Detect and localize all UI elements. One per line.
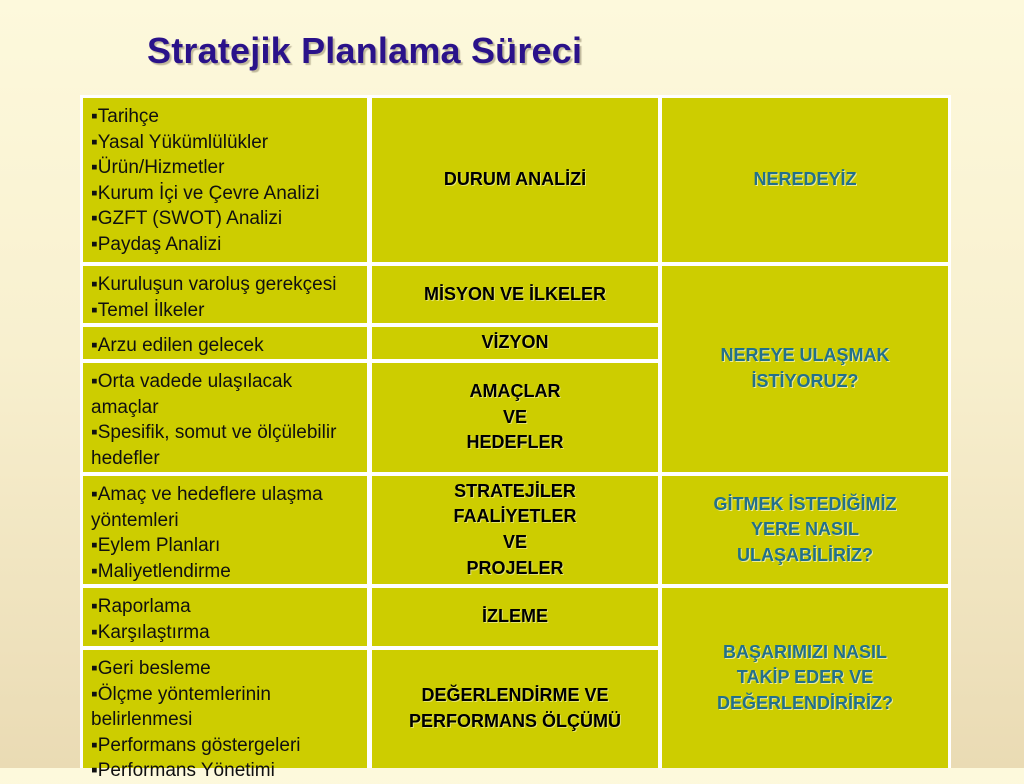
question-label: GİTMEK İSTEDİĞİMİZ <box>713 493 897 514</box>
stage-cell-evaluation <box>372 650 658 768</box>
detail-item: ▪Performans göstergeleri <box>91 734 301 756</box>
question-label: İSTİYORUZ? <box>751 371 859 391</box>
question-label: YERE NASIL <box>750 519 860 540</box>
detail-item: ▪Paydaş Analizi <box>91 233 222 255</box>
stage-cell-situation <box>372 98 658 262</box>
detail-item: ▪Ölçme yöntemlerinin belirlenmesi <box>91 683 271 731</box>
detail-item: ▪Maliyetlendirme <box>91 560 231 582</box>
details-cell-evaluation <box>83 650 367 782</box>
detail-item: ▪Performans Yönetimi <box>91 760 275 782</box>
stage-cell-vision <box>372 327 658 359</box>
details-cell-strategies <box>83 476 367 584</box>
stage-label: PERFORMANS ÖLÇÜMÜ <box>409 711 621 731</box>
slide-title: Stratejik Planlama Süreci <box>147 30 583 71</box>
detail-item: ▪Orta vadede ulaşılacak amaçlar <box>91 371 293 418</box>
stage-label: PROJELER <box>466 557 564 578</box>
stage-label: AMAÇLAR <box>469 381 561 402</box>
detail-item: ▪Kuruluşun varoluş gerekçesi <box>91 274 337 295</box>
detail-item: ▪Amaç ve hedeflere ulaşma yöntemleri <box>91 484 323 531</box>
stage-label: İZLEME <box>482 606 548 627</box>
details-cell-situation <box>83 98 367 262</box>
question-cell-where-to-go <box>662 266 948 472</box>
stage-label: VİZYON <box>481 332 549 353</box>
question-cell-how-to-get-there <box>662 476 948 584</box>
details-cell-monitoring <box>83 588 367 646</box>
stage-cell-goals <box>372 363 658 472</box>
stage-cell-strategies <box>372 476 658 584</box>
detail-item: ▪Eylem Planları <box>91 535 221 557</box>
question-label: NEREYE ULAŞMAK <box>720 345 890 366</box>
detail-item: ▪Geri besleme <box>91 658 211 679</box>
details-cell-goals <box>83 363 367 472</box>
question-label: NEREDEYİZ <box>753 169 857 190</box>
detail-item: ▪GZFT (SWOT) Analizi <box>91 208 283 230</box>
detail-item: ▪Temel İlkeler <box>91 299 205 321</box>
stage-label: VE <box>502 406 527 427</box>
stage-cell-mission <box>372 266 658 323</box>
question-label: BAŞARIMIZI NASIL <box>722 641 887 662</box>
detail-item: ▪Kurum İçi ve Çevre Analizi <box>91 182 320 204</box>
stage-label: HEDEFLER <box>466 432 564 453</box>
detail-item: ▪Arzu edilen gelecek <box>91 335 264 356</box>
process-table <box>80 95 951 782</box>
detail-item: ▪Raporlama <box>91 596 191 617</box>
stage-label: FAALİYETLER <box>453 506 577 527</box>
stage-label: DEĞERLENDİRME VE <box>421 685 609 706</box>
details-cell-vision <box>83 327 367 359</box>
stage-cell-monitoring <box>372 588 658 646</box>
detail-item: ▪Karşılaştırma <box>91 621 210 643</box>
question-label: DEĞERLENDİRİRİZ? <box>716 692 893 713</box>
stage-label: VE <box>502 532 527 552</box>
question-cell-how-to-track <box>662 588 948 768</box>
question-label: TAKİP EDER VE <box>736 667 874 688</box>
details-cell-mission <box>83 266 367 323</box>
question-cell-where-are-we <box>662 98 948 262</box>
stage-label: DURUM ANALİZİ <box>443 169 587 190</box>
detail-item: ▪Yasal Yükümlülükler <box>91 131 269 153</box>
detail-item: ▪Tarihçe <box>91 106 159 127</box>
detail-item: ▪Ürün/Hizmetler <box>91 157 225 179</box>
stage-label: STRATEJİLER <box>454 480 576 501</box>
detail-item: ▪Spesifik, somut ve ölçülebilir hedefler <box>91 422 337 469</box>
stage-label: MİSYON VE İLKELER <box>423 283 607 304</box>
question-label: ULAŞABİLİRİZ? <box>737 544 873 565</box>
